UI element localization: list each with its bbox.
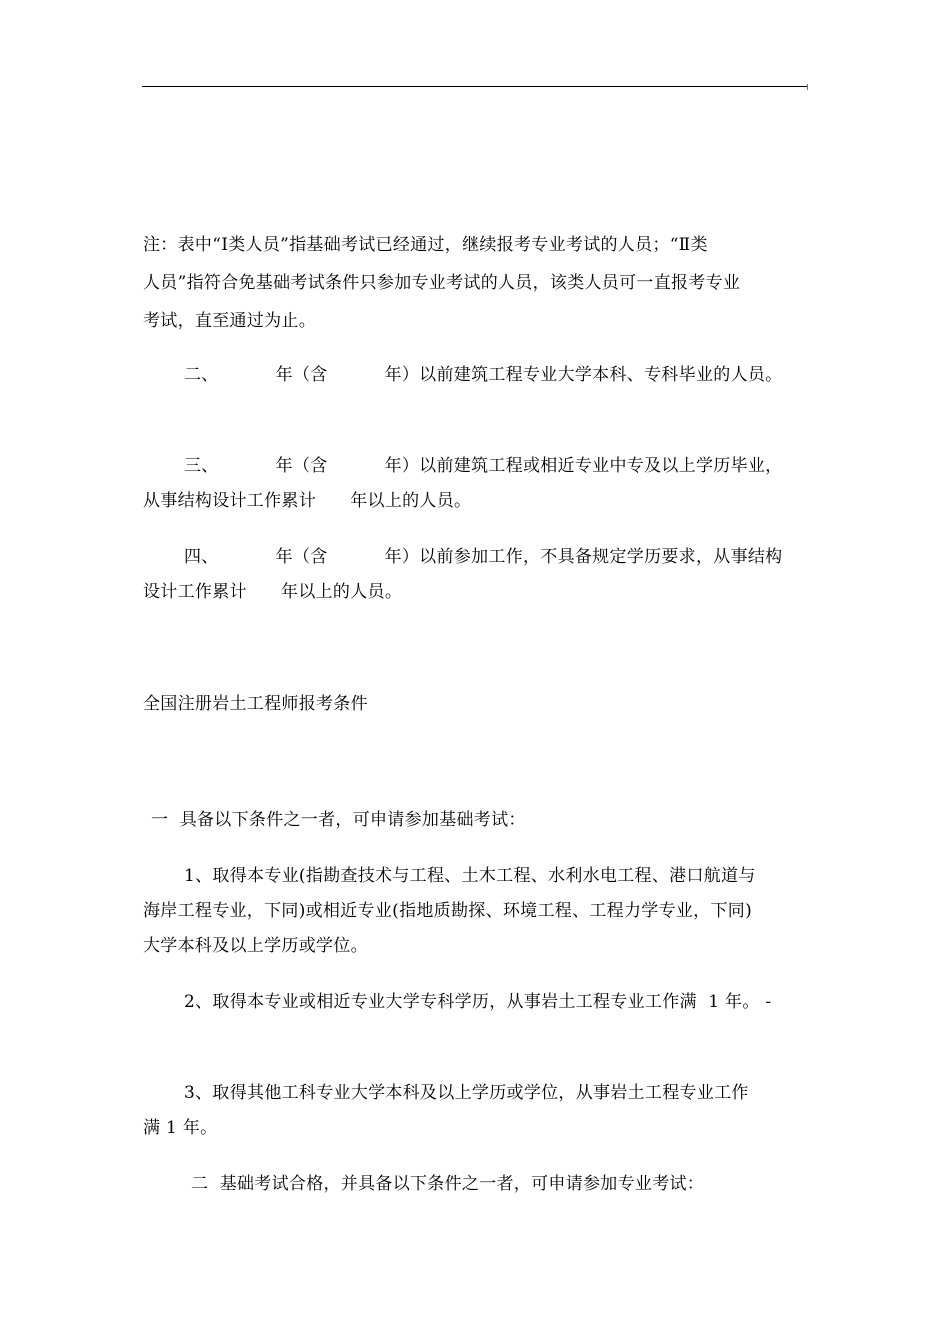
condition-3-line-1: 3、取得其他工科专业大学本科及以上学历或学位，从事岩土工程专业工作 (184, 1083, 749, 1103)
item-three-line-1: 三、 年（含 年）以前建筑工程或相近专业中专及以上学历毕业， (184, 456, 783, 476)
condition-3-line-2: 满 1 年。 (143, 1118, 218, 1138)
condition-1-line-3: 大学本科及以上学历或学位。 (143, 936, 368, 956)
condition-1-line-1: 1、取得本专业(指勘查技术与工程、土木工程、水利水电工程、港口航道与 (184, 866, 756, 886)
condition-2-line-1: 2、取得本专业或相近专业大学专科学历，从事岩土工程专业工作满 1 年。 - (184, 992, 772, 1012)
item-four-line-2: 设计工作累计 年以上的人员。 (143, 582, 403, 602)
item-three-line-2: 从事结构设计工作累计 年以上的人员。 (143, 491, 472, 511)
condition-1-line-2: 海岸工程专业，下同)或相近专业(指地质勘探、环境工程、工程力学专业，下同) (143, 901, 752, 921)
note-line-1: 注：表中“Ⅰ类人员”指基础考试已经通过，继续报考专业考试的人员；“Ⅱ类 (143, 235, 708, 255)
item-two-line-1: 二、 年（含 年）以前建筑工程专业大学本科、专科毕业的人员。 (184, 365, 783, 385)
section2-heading: 二 基础考试合格，并具备以下条件之一者，可申请参加专业考试： (191, 1174, 705, 1194)
section1-heading: 一 具备以下条件之一者，可申请参加基础考试： (151, 810, 526, 830)
header-rule (142, 86, 808, 87)
item-four-line-1: 四、 年（含 年）以前参加工作，不具备规定学历要求，从事结构 (184, 547, 783, 567)
note-line-3: 考试，直至通过为止。 (143, 311, 316, 331)
note-line-2: 人员”指符合免基础考试条件只参加专业考试的人员，该类人员可一直报考专业 (143, 273, 741, 293)
header-rule-end-tick (807, 84, 808, 90)
section-title: 全国注册岩土工程师报考条件 (143, 694, 368, 714)
